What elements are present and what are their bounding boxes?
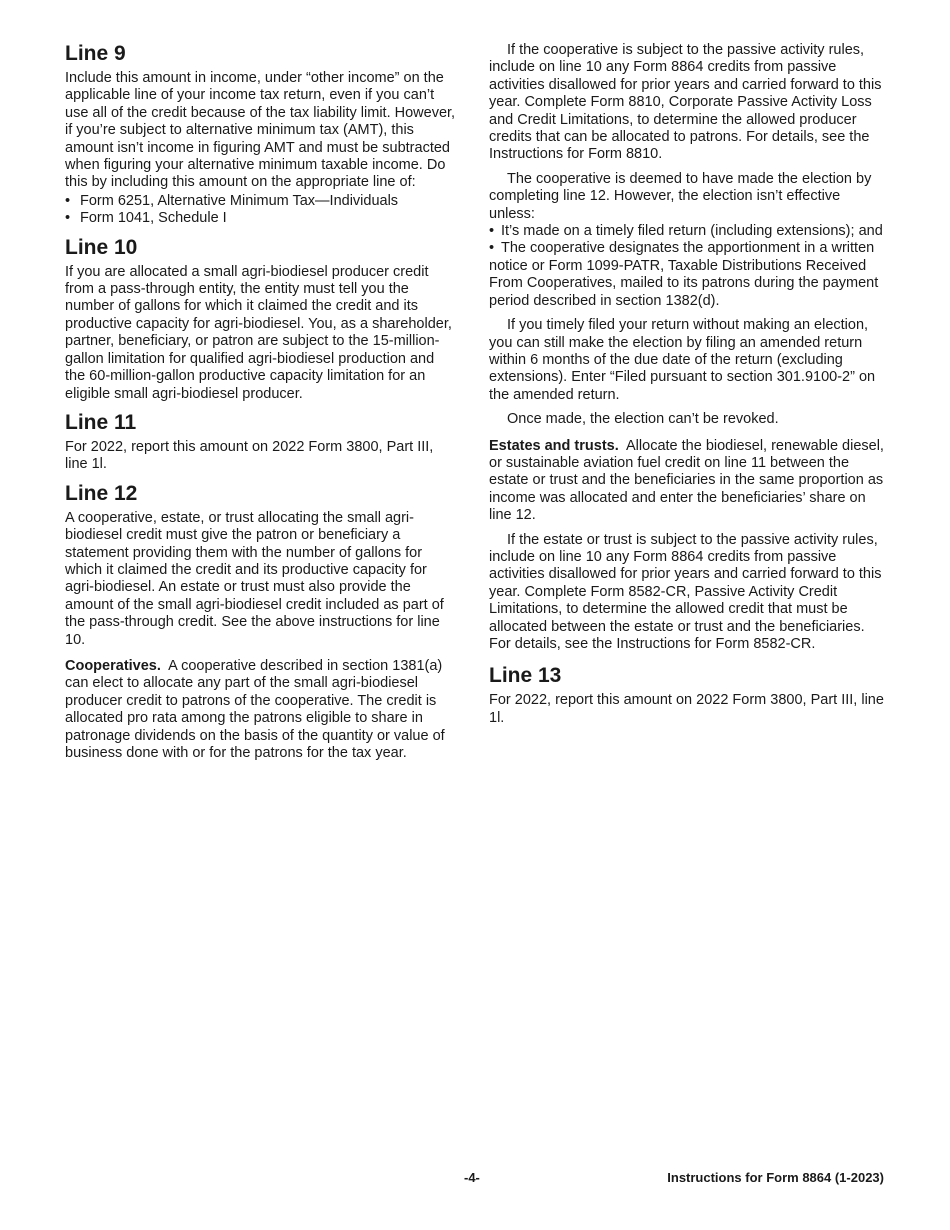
bullet-icon: •	[489, 223, 495, 240]
estates-paragraph	[489, 438, 886, 525]
election-bullet-list	[489, 223, 886, 310]
line-11-paragraph: For 2022, report this amount on 2022 Form 3800, Part III, line 1l.	[65, 438, 434, 473]
estate-passive-paragraph: If the estate or trust is subject to the passive activity rules, include on line 10 any Form 8864 credits from passive activities disallowed for prior years and carried forward to this year. Complete Form 8582-CR, Passive Activity Credit Limitations, to determine the allowed credit that must be allocated between the estate or trust and the beneficiaries. For details, see the Instructions for Form 8582-CR.	[489, 531, 882, 652]
revoke-paragraph: Once made, the election can’t be revoked.	[507, 411, 779, 428]
line-13-heading: Line 13	[489, 664, 562, 688]
line-9-heading: Line 9	[65, 42, 126, 65]
line-13-section	[489, 664, 886, 727]
bullet-text: The cooperative designates the apportionment in a written notice or Form 1099-PATR, Taxable Distributions Received From Cooperatives, mailed to its patrons during the payment period described in section 1382(d).	[489, 240, 879, 309]
bullet-icon: •	[65, 210, 71, 227]
line-11-section	[65, 411, 457, 474]
bullet-text: Form 6251, Alternative Minimum Tax—Individuals	[80, 192, 399, 209]
bullet-text: Form 1041, Schedule I	[80, 210, 227, 227]
line-12-paragraph: A cooperative, estate, or trust allocating the small agri-biodiesel credit must give the patron or beneficiary a statement providing them with the number of gallons for which it claimed the credit and its productive capacity for agri-biodiesel. An estate or trust must also provide the amount of the small agri-biodiesel credit included as part of the pass-through credit. See the above instructions for line 10.	[65, 509, 444, 648]
bullet-icon: •	[65, 192, 71, 209]
line-9-section	[65, 42, 457, 228]
line-10-heading: Line 10	[65, 235, 138, 259]
election-paragraph: The cooperative is deemed to have made the election by completing line 12. However, the election isn’t effective unless:	[489, 170, 872, 222]
passive-activity-paragraph: If the cooperative is subject to the passive activity rules, include on line 10 any Form 8864 credits from passive activities disallowed for prior years and carried forward to this year. Complete Form 8810, Corporate Passive Activity Loss and Credit Limitations, to determine the allowed producer credits that can be allocated to patrons. For details, see the Instructions for Form 8810.	[489, 42, 882, 163]
line-11-heading: Line 11	[65, 410, 137, 434]
page-number: -4-	[464, 1170, 480, 1185]
list-item	[489, 223, 886, 240]
cooperatives-paragraph	[65, 658, 457, 762]
footer-form-title: Instructions for Form 8864 (1-2023)	[667, 1170, 884, 1185]
list-item	[65, 210, 457, 227]
estates-text: Allocate the biodiesel, renewable diesel, or sustainable aviation fuel credit on line 11 between the estate or trust and the beneficiaries in the same proportion as income was allocated and enter the beneficiaries’ share on line 12.	[489, 437, 884, 524]
list-item	[65, 193, 457, 210]
right-column	[489, 42, 886, 735]
cooperatives-label: Cooperatives.	[65, 657, 161, 674]
line-13-paragraph: For 2022, report this amount on 2022 Form 3800, Part III, line 1l.	[489, 692, 884, 726]
left-column	[65, 42, 457, 770]
cooperatives-text: A cooperative described in section 1381(a) can elect to allocate any part of the small agri-biodiesel producer credit to patrons of the cooperative. The credit is allocated pro rata among the patrons eligible to share in patronage dividends on the basis of the quantity or value of business done with or for the patrons for the tax year.	[65, 657, 445, 761]
bullet-icon: •	[489, 240, 495, 257]
line-9-paragraph: Include this amount in income, under “other income” on the applicable line of your income tax return, even if you can’t use all of the credit because of the tax liability limit. However, if you’re subject to alternative minimum tax (AMT), this amount isn’t income in figuring AMT and must be subtracted when figuring your alternative minimum taxable income. Do this by including this amount on the appropriate line of:	[65, 70, 456, 191]
line-10-section	[65, 236, 457, 403]
line-12-heading: Line 12	[65, 481, 138, 505]
amended-return-paragraph: If you timely filed your return without making an election, you can still make the election by filing an amended return within 6 months of the due date of the return (excluding extensions). Enter “Filed pursuant to section 301.9100-2” on the amended return.	[489, 317, 876, 403]
bullet-text: It’s made on a timely filed return (including extensions); and	[501, 223, 883, 240]
list-item	[489, 240, 886, 310]
line-9-bullet-list	[65, 193, 457, 228]
estates-label: Estates and trusts.	[489, 437, 619, 454]
line-10-paragraph: If you are allocated a small agri-biodiesel producer credit from a pass-through entity, the entity must tell you the number of gallons for which it claimed the credit and its productive capacity for agri-biodiesel. You, as a shareholder, partner, beneficiary, or patron are subject to the 15-million-gallon limitation for qualified agri-biodiesel production and the 60-million-gallon productive capacity limitation for an eligible small agri-biodiesel producer.	[65, 263, 452, 402]
line-12-section	[65, 482, 457, 763]
